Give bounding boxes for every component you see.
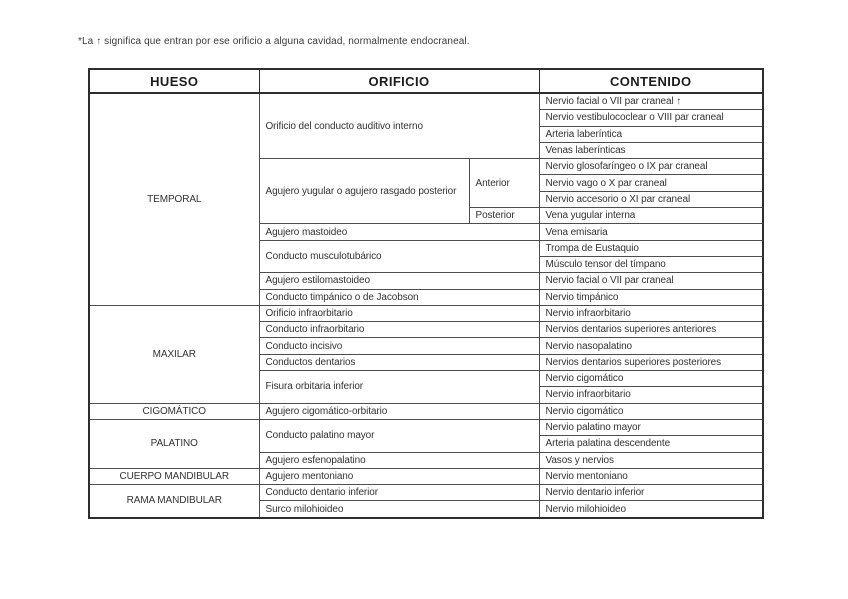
contenido-cell: Nervio dentario inferior <box>539 485 763 501</box>
contenido-cell: Nervio facial o VII par craneal ↑ <box>539 93 763 110</box>
col-header-hueso: HUESO <box>89 69 259 93</box>
contenido-cell: Nervio cigomático <box>539 403 763 419</box>
hueso-cell: RAMA MANDIBULAR <box>89 485 259 518</box>
contenido-cell: Vena yugular interna <box>539 208 763 224</box>
sub-cell: Posterior <box>469 208 539 224</box>
table-row <box>89 305 763 321</box>
orificio-cell: Agujero esfenopalatino <box>259 452 539 468</box>
contenido-cell: Trompa de Eustaquio <box>539 240 763 256</box>
orificio-cell: Agujero mentoniano <box>259 468 539 484</box>
contenido-cell: Nervio vago o X par craneal <box>539 175 763 191</box>
contenido-cell: Arteria laberíntica <box>539 126 763 142</box>
table-row <box>89 419 763 435</box>
hueso-cell: MAXILAR <box>89 305 259 403</box>
orificio-cell: Agujero mastoideo <box>259 224 539 240</box>
contenido-cell: Nervio glosofaríngeo o IX par craneal <box>539 159 763 175</box>
orificio-cell: Conducto palatino mayor <box>259 419 539 452</box>
table-row <box>89 485 763 501</box>
orificio-cell: Agujero yugular o agujero rasgado posterior <box>259 159 469 224</box>
contenido-cell: Nervio infraorbitario <box>539 305 763 321</box>
contenido-cell: Nervio facial o VII par craneal <box>539 273 763 289</box>
orificio-cell: Surco milohioideo <box>259 501 539 518</box>
contenido-cell: Nervios dentarios superiores anteriores <box>539 322 763 338</box>
table-row <box>89 93 763 110</box>
sub-cell: Anterior <box>469 159 539 208</box>
table-row <box>89 403 763 419</box>
anatomy-table <box>88 68 764 519</box>
contenido-cell: Nervio mentoniano <box>539 468 763 484</box>
contenido-cell: Vena emisaria <box>539 224 763 240</box>
hueso-cell: TEMPORAL <box>89 93 259 305</box>
contenido-cell: Nervio vestibulococlear o VIII par craneal <box>539 110 763 126</box>
contenido-cell: Nervios dentarios superiores posteriores <box>539 354 763 370</box>
contenido-cell: Venas laberínticas <box>539 142 763 158</box>
col-header-contenido: CONTENIDO <box>539 69 763 93</box>
table-body <box>89 93 763 518</box>
contenido-cell: Nervio palatino mayor <box>539 419 763 435</box>
contenido-cell: Nervio timpánico <box>539 289 763 305</box>
orificio-cell: Agujero cigomático-orbitario <box>259 403 539 419</box>
orificio-cell: Conducto dentario inferior <box>259 485 539 501</box>
contenido-cell: Músculo tensor del tímpano <box>539 256 763 272</box>
orificio-cell: Conducto infraorbitario <box>259 322 539 338</box>
contenido-cell: Nervio accesorio o XI par craneal <box>539 191 763 207</box>
orificio-cell: Orificio infraorbitario <box>259 305 539 321</box>
contenido-cell: Nervio cigomático <box>539 371 763 387</box>
footnote: *La ↑ significa que entran por ese orificio a alguna cavidad, normalmente endocraneal. <box>78 36 470 47</box>
contenido-cell: Nervio infraorbitario <box>539 387 763 403</box>
orificio-cell: Agujero estilomastoideo <box>259 273 539 289</box>
header-row <box>89 69 763 93</box>
orificio-cell: Conducto incisivo <box>259 338 539 354</box>
contenido-cell: Nervio nasopalatino <box>539 338 763 354</box>
hueso-cell: CUERPO MANDIBULAR <box>89 468 259 484</box>
table-row <box>89 468 763 484</box>
hueso-cell: PALATINO <box>89 419 259 468</box>
col-header-orificio: ORIFICIO <box>259 69 539 93</box>
contenido-cell: Arteria palatina descendente <box>539 436 763 452</box>
orificio-cell: Fisura orbitaria inferior <box>259 371 539 404</box>
hueso-cell: CIGOMÁTICO <box>89 403 259 419</box>
orificio-cell: Conducto musculotubárico <box>259 240 539 273</box>
orificio-cell: Conductos dentarios <box>259 354 539 370</box>
orificio-cell: Orificio del conducto auditivo interno <box>259 93 539 159</box>
contenido-cell: Vasos y nervios <box>539 452 763 468</box>
orificio-cell: Conducto timpánico o de Jacobson <box>259 289 539 305</box>
contenido-cell: Nervio milohioideo <box>539 501 763 518</box>
